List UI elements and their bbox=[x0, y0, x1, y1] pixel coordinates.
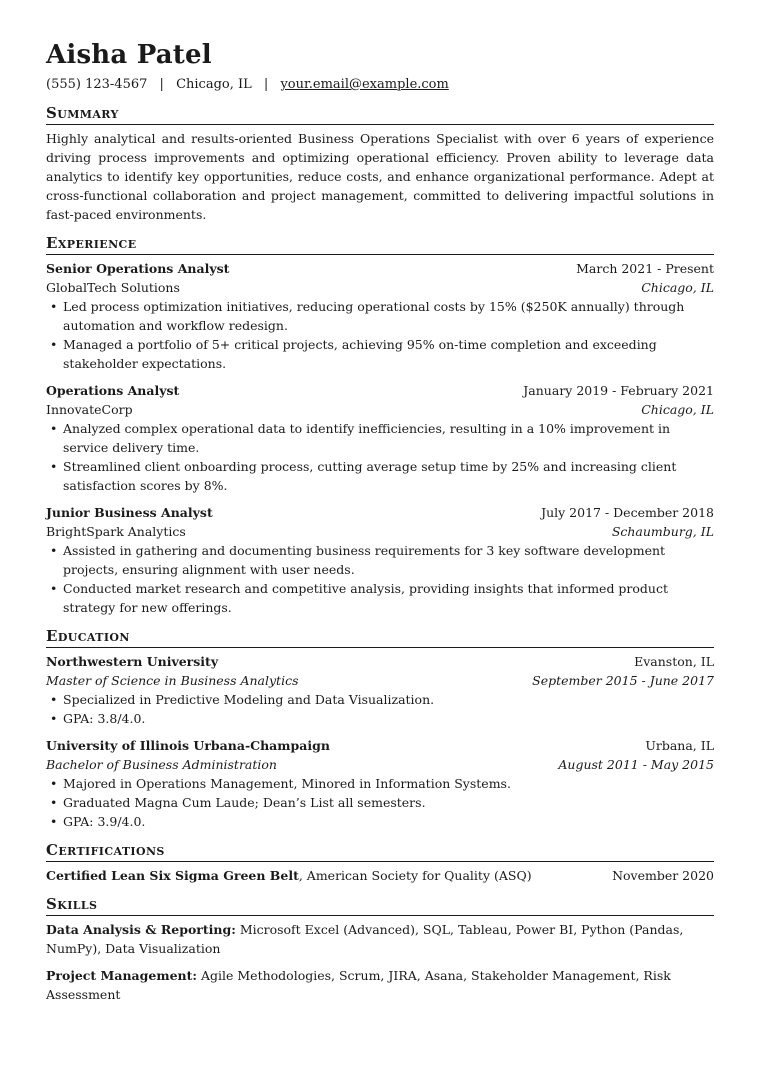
education-bullet: • GPA: 3.8/4.0. bbox=[46, 709, 714, 728]
certification-entry bbox=[46, 866, 714, 885]
separator: | bbox=[263, 77, 269, 92]
section-title-experience: Experience bbox=[46, 234, 714, 255]
job-company: GlobalTech Solutions bbox=[46, 280, 180, 295]
job-role: Senior Operations Analyst bbox=[46, 261, 230, 276]
job-bullet: • Managed a portfolio of 5+ critical projects, achieving 95% on-time completion and exceeding stakeholder expectations. bbox=[46, 335, 714, 373]
job-role: Junior Business Analyst bbox=[46, 505, 213, 520]
job-entry bbox=[46, 503, 714, 617]
certification-date: November 2020 bbox=[612, 868, 714, 883]
skill-entry bbox=[46, 966, 714, 1004]
education-bullet: • Majored in Operations Management, Minored in Information Systems. bbox=[46, 774, 714, 793]
job-bullet: • Streamlined client onboarding process, cutting average setup time by 25% and increasing client satisfaction scores by 8%. bbox=[46, 457, 714, 495]
job-dates: July 2017 - December 2018 bbox=[541, 505, 714, 520]
skill-value: Agile Methodologies, Scrum, JIRA, Asana, Stakeholder Management, Risk Assessment bbox=[46, 968, 671, 1002]
summary-text: Highly analytical and results-oriented Business Operations Specialist with over 6 years of experience driving process improvements and optimizing operational efficiency. Proven ability to leverage data analytics to identify key opportunities, reduce costs, and enhance organizational performance. Adept at cross-functional collaboration and project management, committed to delivering impactful solutions in fast-paced environments. bbox=[46, 131, 714, 222]
job-bullet: • Assisted in gathering and documenting business requirements for 3 key software development projects, ensuring alignment with user needs. bbox=[46, 541, 714, 579]
job-bullet: • Led process optimization initiatives, reducing operational costs by 15% ($250K annually) through automation and workflow redesign. bbox=[46, 297, 714, 335]
certification-issuer: , American Society for Quality (ASQ) bbox=[298, 868, 532, 883]
section-title-skills: Skills bbox=[46, 895, 714, 916]
school-name: Northwestern University bbox=[46, 654, 219, 669]
education-section bbox=[46, 627, 714, 831]
education-entry bbox=[46, 736, 714, 831]
skill-entry bbox=[46, 920, 714, 958]
section-title-education: Education bbox=[46, 627, 714, 648]
job-entry bbox=[46, 381, 714, 495]
education-bullet: • Specialized in Predictive Modeling and Data Visualization. bbox=[46, 690, 714, 709]
job-company: BrightSpark Analytics bbox=[46, 524, 186, 539]
certifications-section bbox=[46, 841, 714, 885]
job-dates: March 2021 - Present bbox=[576, 261, 714, 276]
location: Chicago, IL bbox=[176, 77, 252, 92]
phone: (555) 123-4567 bbox=[46, 77, 148, 92]
certification-name: Certified Lean Six Sigma Green Belt bbox=[46, 868, 299, 883]
contact-line bbox=[46, 76, 714, 94]
skills-section bbox=[46, 895, 714, 1004]
skill-label: Project Management: bbox=[46, 968, 198, 983]
school-name: University of Illinois Urbana-Champaign bbox=[46, 738, 330, 753]
school-location: Urbana, IL bbox=[645, 738, 714, 753]
section-title-summary: Summary bbox=[46, 104, 714, 125]
candidate-name: Aisha Patel bbox=[46, 40, 212, 70]
degree: Master of Science in Business Analytics bbox=[46, 673, 299, 688]
experience-section bbox=[46, 234, 714, 617]
job-company: InnovateCorp bbox=[46, 402, 133, 417]
job-location: Schaumburg, IL bbox=[611, 524, 714, 539]
skill-label: Data Analysis & Reporting: bbox=[46, 922, 236, 937]
education-dates: September 2015 - June 2017 bbox=[532, 673, 714, 688]
section-title-certifications: Certifications bbox=[46, 841, 714, 862]
skill-value: Microsoft Excel (Advanced), SQL, Tableau, Power BI, Python (Pandas, NumPy), Data Visualization bbox=[46, 922, 684, 956]
summary-section bbox=[46, 104, 714, 224]
job-location: Chicago, IL bbox=[641, 402, 714, 417]
job-bullet: • Conducted market research and competitive analysis, providing insights that informed product strategy for new offerings. bbox=[46, 579, 714, 617]
school-location: Evanston, IL bbox=[634, 654, 714, 669]
education-bullet: • Graduated Magna Cum Laude; Dean’s List all semesters. bbox=[46, 793, 714, 812]
job-location: Chicago, IL bbox=[641, 280, 714, 295]
degree: Bachelor of Business Administration bbox=[46, 757, 277, 772]
education-bullet: • GPA: 3.9/4.0. bbox=[46, 812, 714, 831]
education-entry bbox=[46, 652, 714, 728]
job-dates: January 2019 - February 2021 bbox=[523, 383, 714, 398]
education-dates: August 2011 - May 2015 bbox=[558, 757, 714, 772]
job-role: Operations Analyst bbox=[46, 383, 180, 398]
job-bullet: • Analyzed complex operational data to identify inefficiencies, resulting in a 10% improvement in service delivery time. bbox=[46, 419, 714, 457]
job-entry bbox=[46, 259, 714, 373]
separator: | bbox=[159, 77, 164, 92]
email-link[interactable]: your.email@example.com bbox=[280, 77, 449, 92]
